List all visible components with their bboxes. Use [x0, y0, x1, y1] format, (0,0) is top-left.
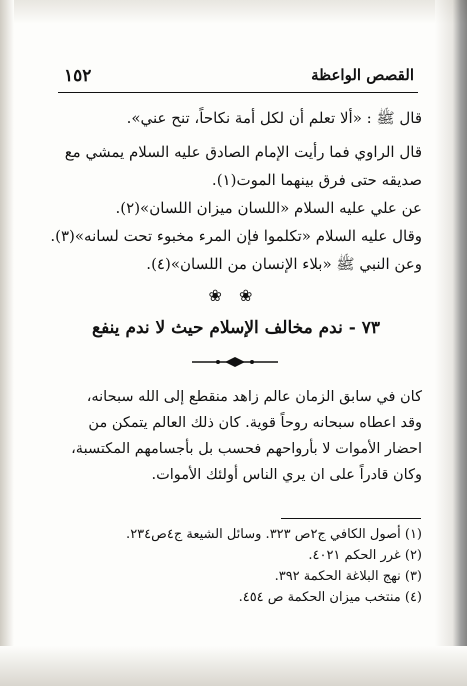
hadith-line: عن علي عليه السلام «اللسان ميزان اللسان»(٢). — [115, 199, 422, 217]
running-header — [58, 64, 418, 90]
scan-shadow-top — [0, 0, 467, 24]
footnote: (٢) غرر الحكم ٤٠٢١. — [308, 548, 422, 563]
footnotes — [50, 524, 422, 608]
story-text — [50, 384, 422, 488]
scan-shadow-bottom — [0, 646, 467, 686]
story-line: احضار الأموات لا بأرواحهم فحسب بل بأجسامهم المكتسبة، — [71, 441, 422, 457]
page-number: ١٥٢ — [64, 66, 92, 86]
hadith-line: وقال عليه السلام «تكلموا فإن المرء مخبوء تحت لسانه»(٣). — [50, 227, 422, 245]
story-line: وقد اعطاه سبحانه روحاً قوية. كان ذلك العالم يتمكن من — [88, 415, 422, 431]
narration-line: قال الراوي فما رأيت الإمام الصادق عليه السلام يمشي مع — [64, 143, 422, 161]
story-line: وكان قادراً على ان يري الناس أولئك الأموات. — [151, 467, 422, 483]
narration-line: صديقه حتى فرق بينهما الموت(١). — [211, 171, 422, 189]
scan-shadow-right — [435, 0, 467, 686]
header-rule — [58, 92, 418, 93]
footnote: (٤) منتخب ميزان الحكمة ص ٤٥٤. — [238, 590, 422, 605]
section-title: ٧٣ - ندم مخالف الإسلام حيث لا ندم ينفع — [92, 318, 380, 338]
footnote: (٣) نهج البلاغة الحكمة ٣٩٢. — [274, 569, 422, 584]
hadith-line: وعن النبي ﷺ «بلاء الإنسان من اللسان»(٤). — [146, 255, 422, 273]
book-title: القصص الواعظة — [311, 66, 414, 84]
title-ornament — [190, 356, 280, 368]
hadith-line: قال ﷺ : «ألا تعلم أن لكل أمة نكاحاً، تنح عني». — [126, 109, 422, 127]
story-line: كان في سابق الزمان عالم زاهد منقطع إلى الله سبحانه، — [86, 389, 422, 405]
footnote-rule — [281, 518, 421, 519]
body-text — [50, 104, 422, 278]
scan-shadow-left — [0, 0, 14, 686]
footnote: (١) أصول الكافي ج٢ص ٣٢٣. وسائل الشيعة ج٤ص٢٣٤. — [126, 527, 422, 542]
section-separator: ❀ ❀ — [208, 286, 259, 305]
